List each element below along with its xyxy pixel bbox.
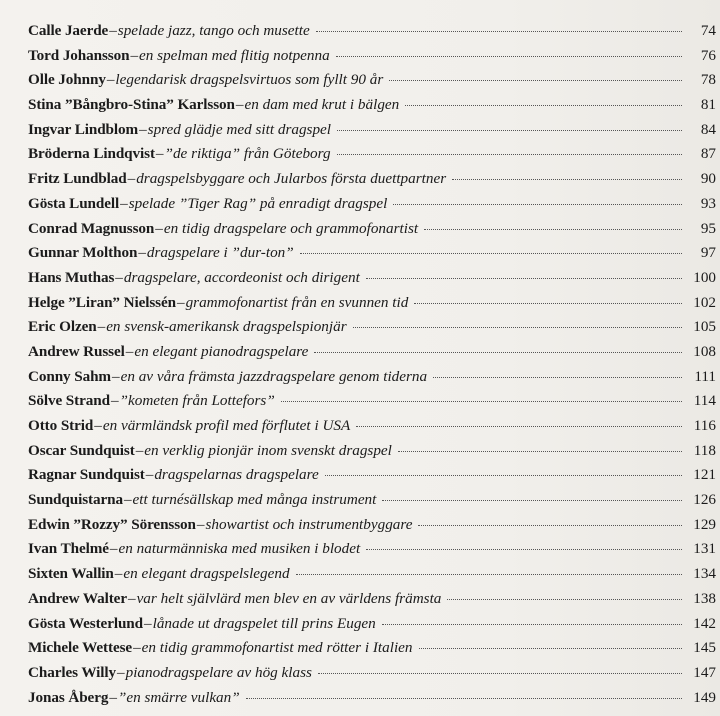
dot-leader — [281, 400, 682, 402]
dot-leader — [296, 573, 682, 575]
toc-entry — [28, 291, 716, 316]
toc-entry — [28, 587, 716, 612]
entry-separator: – — [123, 491, 132, 509]
dot-leader — [366, 548, 682, 550]
dot-leader — [300, 252, 682, 254]
entry-separator: – — [155, 219, 163, 237]
entry-separator: – — [145, 466, 154, 484]
entry-description: en elegant pianodragspelare — [134, 342, 309, 360]
entry-description: var helt självlärd men blev en av världens främsta — [136, 589, 442, 607]
toc-entry — [28, 340, 716, 365]
toc-entry — [28, 19, 716, 44]
entry-name: Ivan Thelmé — [28, 540, 109, 558]
entry-description: spelade jazz, tango och musette — [117, 22, 310, 39]
dot-leader — [353, 326, 682, 328]
toc-entry — [28, 93, 716, 118]
toc-entry — [28, 217, 716, 242]
entry-name: Sixten Wallin — [28, 565, 114, 583]
toc-entry — [28, 661, 716, 686]
entry-page-number: 129 — [693, 515, 716, 533]
entry-name: Hans Muthas — [28, 268, 115, 286]
entry-page-number: 126 — [693, 491, 716, 509]
entry-name: Calle Jaerde — [28, 22, 109, 39]
entry-page-number: 147 — [693, 663, 716, 681]
entry-description: en verklig pionjär inom svenskt dragspel — [144, 441, 392, 459]
entry-name: Oscar Sundquist — [28, 441, 135, 459]
entry-name: Otto Strid — [28, 417, 94, 434]
dot-leader — [382, 623, 682, 625]
entry-page-number: 84 — [700, 120, 716, 138]
entry-separator: – — [133, 639, 141, 657]
dot-leader — [418, 524, 682, 526]
toc-entry — [28, 537, 716, 562]
entry-name: Andrew Russel — [28, 342, 125, 360]
entry-separator: – — [110, 392, 119, 410]
entry-description: grammofonartist från en svunnen tid — [185, 293, 409, 311]
entry-description: ”kometen från Lottefors” — [119, 392, 275, 410]
entry-separator: – — [127, 170, 136, 188]
entry-description: spred glädje med sitt dragspel — [147, 120, 332, 138]
entry-separator: – — [114, 565, 123, 583]
entry-page-number: 87 — [700, 145, 716, 163]
entry-description: en elegant dragspelslegend — [123, 565, 290, 583]
entry-name: Helge ”Liran” Nielssén — [28, 293, 176, 311]
dot-leader — [337, 129, 682, 131]
entry-page-number: 149 — [693, 688, 716, 706]
entry-page-number: 118 — [693, 441, 716, 459]
entry-description: ”en smärre vulkan” — [117, 688, 240, 706]
toc-entry — [28, 44, 716, 69]
dot-leader — [398, 450, 682, 452]
entry-description: dragspelarnas dragspelare — [154, 466, 319, 484]
entry-page-number: 74 — [700, 22, 716, 39]
entry-description: en tidig dragspelare och grammofonartist — [163, 219, 419, 237]
dot-leader — [382, 499, 682, 501]
entry-separator: – — [106, 71, 115, 89]
entry-separator: – — [144, 614, 152, 632]
toc-entry — [28, 315, 716, 340]
entry-separator: – — [155, 145, 164, 163]
toc-entry — [28, 118, 716, 143]
entry-description: showartist och instrumentbyggare — [205, 515, 413, 533]
toc-entry — [28, 68, 716, 93]
toc-entry — [28, 414, 716, 439]
dot-leader — [316, 30, 682, 32]
entry-description: en svensk-amerikansk dragspelspionjär — [106, 318, 347, 336]
entry-separator: – — [138, 244, 146, 262]
dot-leader — [405, 104, 682, 106]
entry-name: Tord Johansson — [28, 46, 130, 64]
dot-leader — [393, 203, 682, 205]
entry-page-number: 138 — [693, 589, 716, 607]
entry-name: Michele Wettese — [28, 639, 133, 657]
entry-page-number: 93 — [700, 194, 716, 212]
entry-page-number: 105 — [693, 318, 716, 336]
entry-separator: – — [109, 540, 118, 558]
table-of-contents — [28, 19, 716, 710]
dot-leader — [414, 302, 682, 304]
entry-name: Conrad Magnusson — [28, 219, 155, 237]
entry-page-number: 114 — [693, 392, 716, 410]
entry-separator: – — [127, 589, 136, 607]
entry-description: spelade ”Tiger Rag” på enradigt dragspel — [128, 194, 388, 212]
entry-separator: – — [109, 22, 117, 39]
toc-entry — [28, 686, 716, 711]
entry-page-number: 97 — [700, 244, 716, 262]
entry-page-number: 78 — [700, 71, 716, 89]
entry-separator: – — [125, 342, 134, 360]
entry-description: en av våra främsta jazzdragspelare genom tiderna — [120, 367, 428, 385]
toc-entry — [28, 142, 716, 167]
entry-separator: – — [115, 268, 123, 286]
toc-entry — [28, 192, 716, 217]
entry-name: Andrew Walter — [28, 589, 127, 607]
dot-leader — [389, 79, 682, 81]
dot-leader — [337, 153, 682, 155]
entry-page-number: 76 — [700, 46, 716, 64]
entry-page-number: 108 — [693, 342, 716, 360]
dot-leader — [447, 598, 682, 600]
entry-description: en tidig grammofonartist med rötter i Italien — [141, 639, 413, 657]
entry-page-number: 81 — [700, 96, 716, 114]
toc-entry — [28, 167, 716, 192]
dot-leader — [318, 672, 682, 674]
entry-page-number: 134 — [693, 565, 716, 583]
entry-name: Edwin ”Rozzy” Sörensson — [28, 515, 196, 533]
entry-description: legendarisk dragspelsvirtuos som fyllt 90 år — [115, 71, 384, 89]
entry-separator: – — [120, 194, 128, 212]
entry-separator: – — [235, 96, 244, 114]
entry-description: dragspelsbyggare och Jularbos första duettpartner — [136, 170, 447, 188]
dot-leader — [424, 228, 682, 230]
entry-page-number: 90 — [700, 170, 716, 188]
entry-description: pianodragspelare av hög klass — [125, 663, 312, 681]
entry-description: ett turnésällskap med många instrument — [132, 491, 377, 509]
entry-separator: – — [97, 318, 106, 336]
entry-separator: – — [130, 46, 139, 64]
entry-page-number: 142 — [693, 614, 716, 632]
entry-name: Sundquistarna — [28, 491, 123, 509]
entry-name: Charles Willy — [28, 663, 117, 681]
entry-separator: – — [111, 367, 120, 385]
entry-separator: – — [135, 441, 144, 459]
entry-name: Olle Johnny — [28, 71, 106, 89]
dot-leader — [314, 351, 682, 353]
entry-name: Gösta Westerlund — [28, 614, 143, 632]
entry-description: ”de riktiga” från Göteborg — [164, 145, 331, 163]
toc-entry — [28, 463, 716, 488]
entry-separator: – — [196, 515, 205, 533]
entry-name: Eric Olzen — [28, 318, 97, 336]
entry-page-number: 95 — [700, 219, 716, 237]
entry-name: Ragnar Sundquist — [28, 466, 145, 484]
entry-description: en dam med krut i bälgen — [244, 96, 400, 114]
toc-entry — [28, 365, 716, 390]
dot-leader — [246, 697, 682, 699]
entry-separator: – — [139, 120, 147, 138]
dot-leader — [325, 474, 682, 476]
entry-separator: – — [176, 293, 185, 311]
entry-separator: – — [117, 663, 125, 681]
entry-separator: – — [109, 688, 117, 706]
entry-description: dragspelare i ”dur-ton” — [146, 244, 294, 262]
entry-description: en spelman med flitig notpenna — [139, 46, 330, 64]
entry-page-number: 111 — [694, 367, 716, 385]
entry-page-number: 131 — [693, 540, 716, 558]
entry-page-number: 116 — [693, 417, 716, 434]
dot-leader — [336, 55, 682, 57]
dot-leader — [366, 277, 682, 279]
dot-leader — [356, 425, 682, 427]
entry-description: en naturmänniska med musiken i blodet — [118, 540, 361, 558]
dot-leader — [419, 647, 682, 649]
toc-entry — [28, 488, 716, 513]
entry-name: Jonas Åberg — [28, 688, 109, 706]
toc-entry — [28, 439, 716, 464]
entry-description: en värmländsk profil med förflutet i USA — [102, 417, 351, 434]
toc-entry — [28, 389, 716, 414]
entry-name: Sölve Strand — [28, 392, 110, 410]
entry-name: Gunnar Molthon — [28, 244, 138, 262]
entry-separator: – — [94, 417, 102, 434]
toc-entry — [28, 266, 716, 291]
entry-name: Gösta Lundell — [28, 194, 120, 212]
entry-name: Stina ”Bångbro-Stina” Karlsson — [28, 96, 235, 114]
entry-page-number: 100 — [693, 268, 716, 286]
toc-entry — [28, 513, 716, 538]
dot-leader — [433, 376, 682, 378]
entry-name: Fritz Lundblad — [28, 170, 127, 188]
entry-page-number: 145 — [693, 639, 716, 657]
entry-page-number: 121 — [693, 466, 716, 484]
toc-entry — [28, 241, 716, 266]
entry-name: Conny Sahm — [28, 367, 111, 385]
entry-page-number: 102 — [693, 293, 716, 311]
toc-entry — [28, 636, 716, 661]
entry-description: lånade ut dragspelet till prins Eugen — [152, 614, 376, 632]
toc-entry — [28, 562, 716, 587]
dot-leader — [452, 178, 682, 180]
entry-name: Bröderna Lindqvist — [28, 145, 155, 163]
toc-entry — [28, 612, 716, 637]
entry-description: dragspelare, accordeonist och dirigent — [123, 268, 360, 286]
entry-name: Ingvar Lindblom — [28, 120, 139, 138]
